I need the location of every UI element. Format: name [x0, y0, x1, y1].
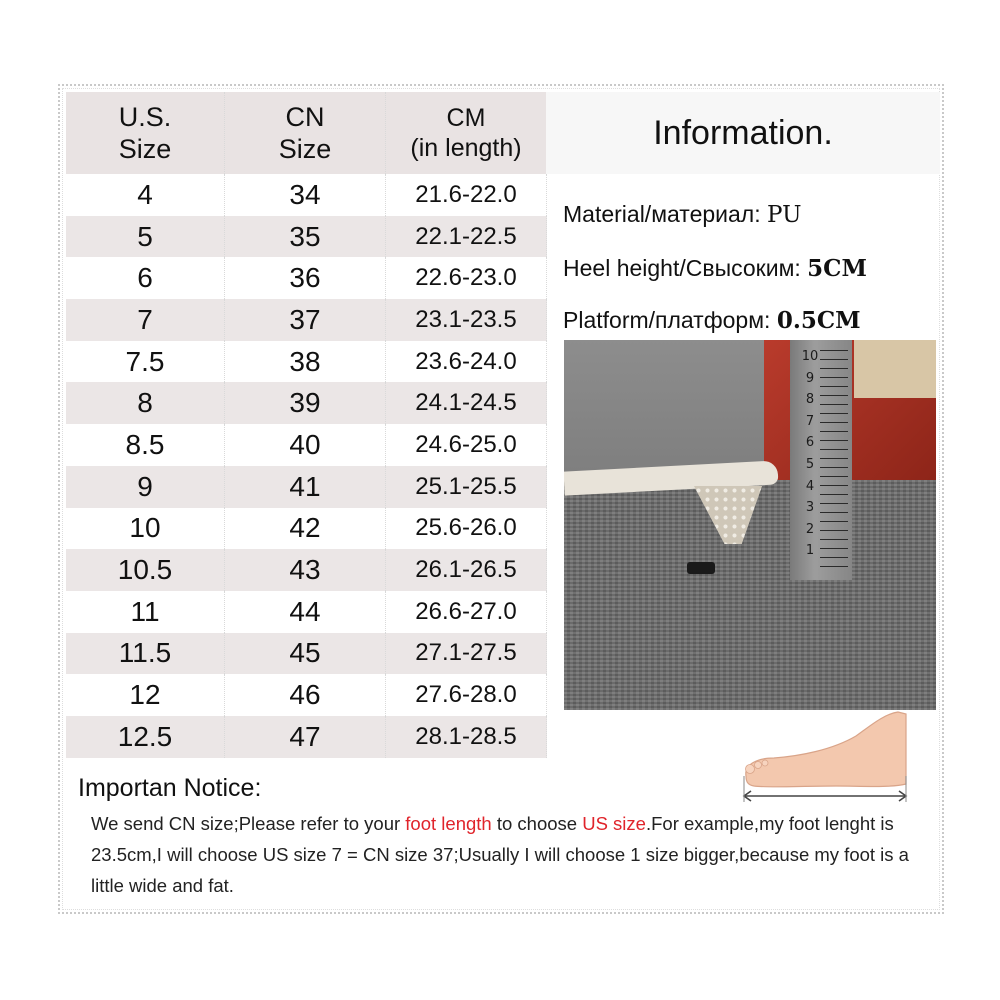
- header-cn-line2: Size: [278, 134, 332, 164]
- cell-cm-length: 25.1-25.5: [386, 466, 547, 508]
- notice-text-part3: .For example,my foot lenght is 23.5cm,I will choose US size 7 = CN size 37;Usually I will choose 1 size bigger,because my foot is a little wide and fat.: [91, 813, 909, 896]
- table-header-row: [66, 92, 547, 174]
- ruler-number: 1: [805, 543, 815, 559]
- cell-cn-size: 39: [225, 382, 386, 424]
- information-title: Information.: [546, 92, 940, 174]
- notice-highlight-us-size: US size: [582, 813, 646, 834]
- cell-cm-length: 23.1-23.5: [386, 299, 547, 341]
- ruler-number: 7: [805, 413, 815, 429]
- ruler-number: 2: [805, 521, 815, 537]
- header-us-line2: Size: [118, 134, 172, 164]
- table-row: [66, 633, 547, 675]
- cell-us-size: 4: [66, 174, 225, 216]
- notice-text: [91, 808, 926, 901]
- cell-cn-size: 36: [225, 257, 386, 299]
- cell-cm-length: 26.1-26.5: [386, 549, 547, 591]
- header-cn-size: [225, 92, 386, 174]
- material-line: [563, 201, 801, 228]
- header-cn-line1: CN: [285, 102, 325, 132]
- platform-label: Platform/платформ:: [563, 307, 777, 333]
- cell-cm-length: 23.6-24.0: [386, 341, 547, 383]
- material-value: PU: [767, 202, 802, 228]
- cell-cn-size: 46: [225, 674, 386, 716]
- ruler-ticks: [820, 350, 848, 575]
- notice-text-part1: We send CN size;Please refer to your: [91, 813, 406, 834]
- cell-cm-length: 25.6-26.0: [386, 508, 547, 550]
- cell-cn-size: 44: [225, 591, 386, 633]
- cell-us-size: 8.5: [66, 424, 225, 466]
- platform-value: 0.5CM: [776, 307, 861, 334]
- table-row: [66, 549, 547, 591]
- heel-measurement-photo: [564, 340, 936, 710]
- table-row: [66, 257, 547, 299]
- cell-cm-length: 27.6-28.0: [386, 674, 547, 716]
- ruler-numbers: [800, 346, 820, 562]
- heel-height-line: [563, 255, 867, 282]
- notice-text-part2: to choose: [491, 813, 583, 834]
- cell-cm-length: 26.6-27.0: [386, 591, 547, 633]
- cell-cm-length: 24.6-25.0: [386, 424, 547, 466]
- cell-cn-size: 40: [225, 424, 386, 466]
- heel-height-label: Heel height/Свысоким:: [563, 255, 808, 281]
- table-row: [66, 508, 547, 550]
- cell-cn-size: 35: [225, 216, 386, 258]
- size-chart-table: [66, 92, 547, 758]
- table-row: [66, 466, 547, 508]
- header-us-line1: U.S.: [118, 102, 172, 132]
- heel-tip: [687, 562, 715, 574]
- header-cm-line1: CM: [446, 104, 486, 132]
- table-row: [66, 341, 547, 383]
- ruler-number: 10: [801, 349, 819, 364]
- heel-height-value: 5CM: [807, 255, 867, 282]
- cell-us-size: 7: [66, 299, 225, 341]
- cell-cn-size: 42: [225, 508, 386, 550]
- table-row: [66, 716, 547, 758]
- ruler-number: 9: [805, 370, 815, 386]
- notice-highlight-foot-length: foot length: [405, 813, 492, 834]
- header-cm-length: [386, 92, 547, 174]
- table-row: [66, 174, 547, 216]
- cell-cm-length: 27.1-27.5: [386, 633, 547, 675]
- table-row: [66, 591, 547, 633]
- cell-us-size: 12.5: [66, 716, 225, 758]
- cell-cn-size: 34: [225, 174, 386, 216]
- cell-us-size: 10: [66, 508, 225, 550]
- foot-length-icon: [740, 706, 910, 806]
- header-us-size: [66, 92, 225, 174]
- header-cm-line2: (in length): [410, 134, 522, 162]
- cell-cn-size: 41: [225, 466, 386, 508]
- ruler-number: 3: [805, 500, 815, 516]
- cell-cn-size: 38: [225, 341, 386, 383]
- cell-cm-length: 28.1-28.5: [386, 716, 547, 758]
- photo-poster-detail: [854, 340, 936, 398]
- platform-line: [563, 307, 861, 334]
- cell-cn-size: 37: [225, 299, 386, 341]
- cell-us-size: 10.5: [66, 549, 225, 591]
- notice-title: Importan Notice:: [78, 774, 262, 802]
- cell-us-size: 11: [66, 591, 225, 633]
- material-label: Material/материал:: [563, 201, 767, 227]
- cell-cn-size: 47: [225, 716, 386, 758]
- cell-us-size: 12: [66, 674, 225, 716]
- cell-us-size: 8: [66, 382, 225, 424]
- cell-cn-size: 45: [225, 633, 386, 675]
- table-row: [66, 674, 547, 716]
- cell-cm-length: 24.1-24.5: [386, 382, 547, 424]
- table-row: [66, 216, 547, 258]
- cell-cm-length: 22.1-22.5: [386, 216, 547, 258]
- ruler-number: 5: [805, 456, 815, 472]
- cell-us-size: 7.5: [66, 341, 225, 383]
- cell-cn-size: 43: [225, 549, 386, 591]
- cell-us-size: 9: [66, 466, 225, 508]
- ruler-number: 4: [805, 478, 815, 494]
- cell-us-size: 5: [66, 216, 225, 258]
- table-row: [66, 424, 547, 466]
- table-row: [66, 382, 547, 424]
- size-table-body: [66, 174, 547, 758]
- table-row: [66, 299, 547, 341]
- cell-us-size: 11.5: [66, 633, 225, 675]
- ruler-number: 6: [805, 435, 815, 451]
- ruler-number: 8: [805, 392, 815, 408]
- cell-us-size: 6: [66, 257, 225, 299]
- cell-cm-length: 22.6-23.0: [386, 257, 547, 299]
- cell-cm-length: 21.6-22.0: [386, 174, 547, 216]
